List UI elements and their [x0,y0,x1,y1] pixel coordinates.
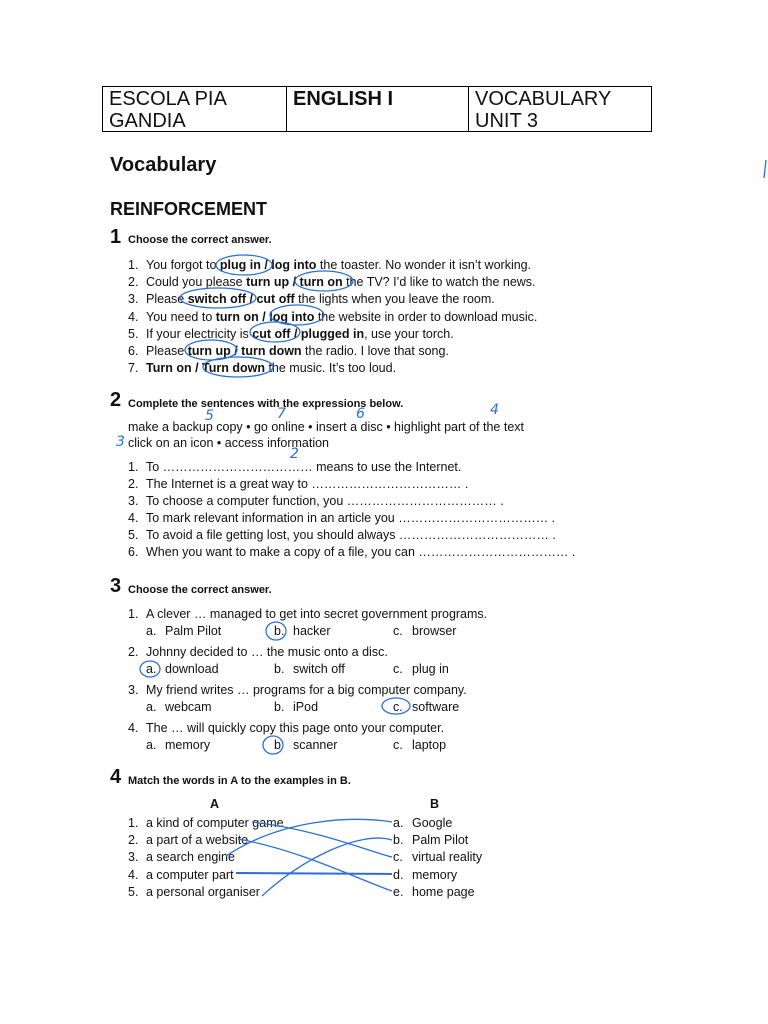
option-text: switch off [293,662,345,676]
item-number: 5. [128,326,139,341]
item-letter: a. [393,816,404,830]
exercise-2-sentence: To ……………………………… means to use the Internet. [146,460,462,474]
option-letter: c. [393,738,403,752]
column-b-item: Palm Pilot [412,833,469,848]
item-number: 2. [128,645,139,659]
column-a-heading: A [210,797,220,811]
exercise-1-instruction: Choose the correct answer. [128,234,272,246]
option-b: turn down [241,344,302,358]
sentence-start: Could you please [146,275,247,290]
option-letter: c. [393,624,403,638]
sentence-start: You need to [146,309,216,324]
item-number: 6. [128,545,139,559]
option-text: Palm Pilot [165,624,222,638]
column-a-item: a kind of computer game [146,816,284,830]
column-b-item: virtual reality [412,850,483,865]
option-text: memory [165,738,211,752]
option-b: cut off [256,292,295,307]
column-a-item: a computer part [146,867,234,882]
item-number: 2. [128,833,139,848]
option-letter: a. [146,662,157,676]
expressions-line-1: make a backup copy • go online • insert a disc • highlight part of the text [128,420,524,434]
option-letter: c. [393,662,403,676]
option-a: turn on [215,309,259,324]
option-separator: / [246,292,257,307]
item-number: 4. [128,511,139,525]
exercise-1-sentence [146,292,495,306]
unit-name: VOCABULARY UNIT 3 [475,88,612,132]
exercise-3-question: Johnny decided to … the music onto a disc. [146,645,388,659]
handwritten-number: 4 [490,402,499,418]
option-a: turn up [246,275,290,290]
match-line [262,838,392,896]
exercise-1-sentence [146,344,449,358]
option-letter: a. [146,624,157,638]
sentence-end: , use your torch. [364,326,454,341]
option-letter: b. [274,662,285,676]
item-number: 3. [128,683,139,697]
sentence-end: the website in order to download music. [314,309,538,324]
exercise-1-sentence [146,275,536,289]
item-letter: b. [393,833,404,848]
option-separator: / [289,275,300,290]
school-name: ESCOLA PIA GANDIA [103,87,287,131]
subject-name: ENGLISH I [287,87,469,131]
column-b-heading: B [430,797,440,811]
handwritten-number: 5 [205,408,214,424]
exercise-3-question: My friend writes … programs for a big computer company. [146,683,467,697]
option-letter: a. [146,700,157,714]
option-text: webcam [165,700,212,714]
column-b-item: memory [412,867,458,882]
item-number: 3. [128,850,139,865]
expressions-line-2: click on an icon • access information [128,436,329,450]
item-number: 4. [128,721,139,735]
item-number: 1. [128,607,139,621]
sentence-start: You forgot to [146,258,220,272]
item-number: 3. [128,292,139,307]
item-number: 3. [128,494,139,508]
option-letter: c. [393,700,403,714]
exercise-1-sentence [146,327,454,341]
item-letter: d. [393,867,404,882]
option-b: log into [271,258,317,272]
exercise-1-number: 1 [110,226,122,248]
section-heading: REINFORCEMENT [110,199,267,219]
column-a-item: a personal organiser [146,884,260,899]
handwritten-number: 3 [116,434,125,450]
option-letter: b [274,738,281,752]
exercise-3-question: The … will quickly copy this page onto your computer. [146,721,445,735]
option-text: software [412,700,460,714]
item-letter: c. [393,850,403,865]
option-text: plug in [412,662,449,676]
item-number: 4. [128,309,139,324]
exercise-3-number: 3 [110,575,122,597]
option-a: turn up [187,344,231,358]
sentence-end: the radio. I love that song. [301,344,449,358]
option-b: turn on [299,275,343,290]
option-separator: / [260,258,272,272]
exercise-2-sentence: When you want to make a copy of a file, you can ……………………………… . [146,545,576,559]
exercise-1-sentence [146,310,537,324]
option-text: download [165,662,219,676]
item-number: 4. [128,867,139,882]
handwritten-number: 6 [356,406,365,422]
exercise-2-number: 2 [110,389,122,411]
item-number: 2. [128,275,139,290]
item-number: 5. [128,884,139,899]
option-a: switch off [187,292,247,307]
option-text: scanner [293,738,338,752]
match-line [238,839,392,891]
option-b: plugged in [300,326,365,341]
item-number: 2. [128,477,139,491]
column-a-item: a search engine [146,850,235,865]
option-separator: / [290,326,301,341]
exercise-2-sentence: The Internet is a great way to ……………………………… . [146,477,469,491]
handwritten-number: 2 [290,446,299,462]
option-a: plug in [219,258,261,272]
option-b: log into [269,309,315,324]
sentence-end: the TV? I’d like to watch the news. [342,275,536,290]
column-b-item: home page [412,884,475,899]
sentence-start: If your electricity is [146,326,253,341]
sentence-start: Please [146,344,188,358]
page-title: Vocabulary [110,154,217,176]
sentence-end: the toaster. No wonder it isn’t working. [316,258,532,272]
item-number: 6. [128,344,139,358]
option-separator: / [230,344,242,358]
item-number: 1. [128,460,139,474]
match-line [236,873,392,874]
exercise-4-instruction: Match the words in A to the examples in B. [128,775,351,787]
item-letter: e. [393,884,404,899]
column-a-item: a part of a website [146,833,249,848]
exercise-2-sentence: To mark relevant information in an article you ……………………………… . [146,511,556,525]
exercise-2-instruction: Complete the sentences with the expressions below. [128,398,404,410]
sentence-end: the lights when you leave the room. [294,292,495,307]
option-separator: / [258,309,270,324]
option-text: browser [412,624,457,638]
exercise-2-sentence: To choose a computer function, you ……………………………… . [146,494,504,508]
exercise-3-instruction: Choose the correct answer. [128,584,272,596]
option-a: Turn on [146,361,192,376]
sentence-end: the music. It’s too loud. [264,361,397,376]
exercise-4-number: 4 [110,766,122,788]
option-separator: / [191,361,203,376]
option-b: Turn down [202,361,265,376]
item-number: 1. [128,258,139,272]
exercise-1-sentence [146,258,531,272]
item-number: 1. [128,816,139,830]
item-number: 7. [128,361,139,376]
exercise-3-question: A clever … managed to get into secret government programs. [146,607,488,621]
exercise-1-sentence [146,361,396,375]
exercise-2-sentence: To avoid a file getting lost, you should always ……………………………… . [146,528,556,542]
option-a: cut off [252,326,291,341]
option-letter: b. [274,624,285,638]
header-table [102,86,652,132]
option-letter: a. [146,738,157,752]
pen-mark [764,160,766,178]
option-text: laptop [412,738,447,752]
option-text: iPod [293,700,319,714]
sentence-start: Please [146,292,188,307]
item-number: 5. [128,528,139,542]
column-b-item: Google [412,816,453,830]
handwritten-number: 7 [277,406,286,422]
option-letter: b. [274,700,285,714]
option-text: hacker [293,624,331,638]
